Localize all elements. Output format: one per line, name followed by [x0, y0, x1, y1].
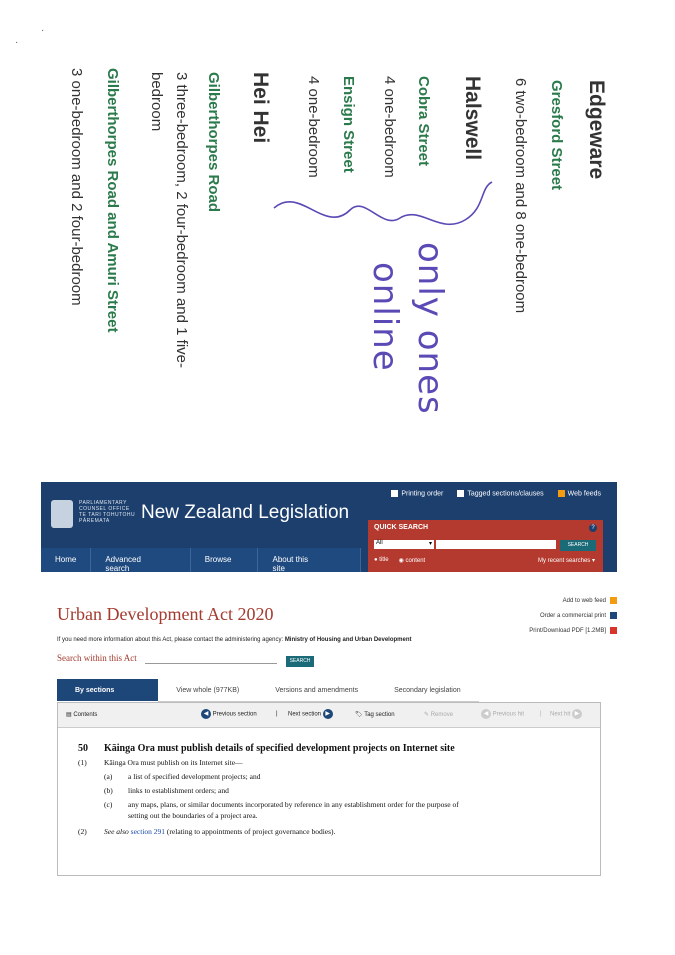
web-feeds-label: Web feeds: [567, 490, 601, 498]
printing-order-link[interactable]: [391, 490, 443, 497]
paragraph-c-text-1: any maps, plans, or similar documents incorporated by reference in any establishment order for the purpose of: [128, 800, 459, 809]
nav-home[interactable]: Home: [41, 548, 91, 572]
heading-heihei: Hei Hei: [249, 72, 272, 144]
next-section-button[interactable]: [288, 709, 333, 719]
agency-info: [57, 637, 412, 643]
download-pdf-link[interactable]: [529, 624, 617, 639]
contents-button[interactable]: ▤ Contents: [66, 712, 98, 718]
paragraph-b: [78, 785, 578, 796]
street-gilberthorpes-amuri: Gilberthorpes Road and Amuri Street: [104, 68, 121, 333]
paragraph-b-label: (b): [104, 786, 113, 795]
section-toolbar: [58, 703, 600, 728]
office-name-2: COUNSEL OFFICE: [79, 506, 130, 512]
subsection-2: [78, 826, 578, 837]
section-50: [78, 743, 578, 837]
nav-about[interactable]: About this site: [258, 548, 361, 572]
printed-list: [0, 0, 675, 470]
next-section-label: Next section: [288, 711, 322, 718]
tag-section-button[interactable]: 🏷 Tag section: [355, 712, 395, 718]
recent-searches-label: My recent searches: [537, 558, 591, 564]
see-also-text: See also: [104, 827, 129, 836]
rss-icon: [558, 490, 565, 497]
site-name[interactable]: New Zealand Legislation: [141, 502, 350, 523]
search-scope-value: All: [376, 540, 383, 546]
search-within-input[interactable]: [145, 663, 277, 664]
remove-label: Remove: [430, 712, 454, 718]
units-gresford: 6 two-bedroom and 8 one-bedroom: [512, 78, 529, 314]
street-gilberthorpes: Gilberthorpes Road: [205, 72, 222, 213]
previous-section-button[interactable]: [201, 709, 257, 719]
search-scope-select[interactable]: [374, 540, 434, 549]
section-291-link[interactable]: section 291: [130, 827, 166, 836]
section-number: 50: [78, 743, 88, 754]
printing-order-label: Printing order: [401, 490, 444, 498]
download-pdf-label: Print/Download PDF [1.2MB]: [529, 628, 606, 634]
tab-versions[interactable]: Versions and amendments: [257, 679, 376, 702]
street-ensign: Ensign Street: [340, 76, 357, 173]
units-gilberthorpes-b: bedroom: [148, 72, 165, 132]
add-web-feed-link[interactable]: [529, 594, 617, 609]
next-hit-label: Next hit: [550, 711, 571, 718]
option-content[interactable]: ◉ content: [398, 558, 426, 564]
subsection-1-label: (1): [78, 758, 87, 767]
paragraph-c: [78, 799, 578, 821]
quick-search-input[interactable]: [436, 540, 556, 549]
order-print-link[interactable]: [529, 609, 617, 624]
recent-searches[interactable]: My recent searches ▾: [537, 558, 595, 564]
chevron-down-icon: ▾: [428, 541, 432, 547]
option-title-label: title: [379, 557, 389, 563]
office-name-1: PARLIAMENTARY: [79, 500, 127, 506]
handwritten-note-line2: online: [365, 262, 405, 372]
office-name-3: TE TARI TOHUTOHU: [79, 512, 136, 518]
contents-label: Contents: [73, 712, 98, 718]
help-icon[interactable]: ?: [589, 524, 597, 532]
paragraph-a: [78, 771, 578, 782]
previous-section-label: Previous section: [212, 711, 257, 718]
paragraph-c-text-2: setting out the boundaries of a project area.: [128, 811, 258, 820]
print-icon: [610, 612, 617, 619]
paragraph-a-text: a list of specified development projects; and: [128, 772, 261, 781]
cart-icon: [391, 490, 398, 497]
act-links: [529, 594, 617, 639]
option-title[interactable]: ● title: [374, 557, 389, 563]
nav-advanced-search[interactable]: Advanced search: [91, 548, 190, 572]
top-links: [391, 490, 601, 497]
handwritten-note-line1: only ones: [410, 242, 450, 415]
units-ensign: 4 one-bedroom: [305, 76, 322, 178]
street-cobra: Cobra Street: [415, 76, 432, 167]
divider: |: [540, 711, 542, 717]
units-gilberthorpes-amuri: 3 one-bedroom and 2 four-bedroom: [68, 68, 85, 306]
units-gilberthorpes-a: 3 three-bedroom, 2 four-bedroom and 1 five-: [173, 72, 190, 368]
order-print-label: Order a commercial print: [539, 613, 606, 619]
legislation-screenshot: [41, 482, 617, 876]
tab-secondary[interactable]: Secondary legislation: [376, 679, 479, 702]
next-hit-button[interactable]: [550, 709, 582, 719]
option-content-label: content: [405, 558, 426, 564]
main-nav: [41, 548, 361, 572]
divider: |: [276, 711, 278, 717]
quick-search-panel: [368, 520, 603, 572]
tab-by-sections[interactable]: By sections: [57, 679, 158, 701]
quick-search-title: QUICK SEARCH: [374, 524, 429, 531]
office-name-4: PĀREMATA: [79, 518, 110, 524]
units-cobra: 4 one-bedroom: [381, 76, 398, 178]
web-feeds-link[interactable]: [558, 490, 601, 497]
tagged-sections-link[interactable]: [457, 490, 543, 497]
previous-hit-button[interactable]: [481, 709, 524, 719]
heading-edgeware: Edgeware: [585, 80, 608, 180]
subsection-2-label: (2): [78, 827, 87, 836]
remove-button[interactable]: ✎ Remove: [424, 712, 454, 718]
section-title: Kāinga Ora must publish details of specified development projects on Internet site: [104, 743, 455, 754]
arrow-left-icon: ◀: [201, 709, 211, 719]
arrow-right-icon: ▶: [572, 709, 582, 719]
handwritten-brace: [270, 180, 500, 270]
add-web-feed-label: Add to web feed: [562, 598, 606, 604]
speck: ·: [15, 37, 19, 48]
pdf-icon: [610, 627, 617, 634]
previous-hit-label: Previous hit: [492, 711, 525, 718]
quick-search-button[interactable]: SEARCH: [560, 540, 596, 551]
section-heading: [78, 743, 578, 754]
site-banner: [41, 482, 617, 572]
act-title: Urban Development Act 2020: [57, 604, 274, 624]
section-panel: [57, 702, 601, 876]
speck: ·: [41, 25, 45, 36]
tag-section-label: Tag section: [364, 712, 395, 718]
search-options: [374, 557, 425, 564]
subsection-1: [78, 757, 578, 768]
tag-icon: [457, 490, 464, 497]
tab-view-whole[interactable]: View whole (977KB): [158, 679, 257, 702]
nav-browse[interactable]: Browse: [191, 548, 259, 572]
office-name: [79, 500, 135, 524]
agency-info-text: If you need more information about this Act, please contact the administering agency:: [57, 637, 285, 643]
tagged-sections-label: Tagged sections/clauses: [467, 490, 544, 498]
search-within-label: Search within this Act: [57, 653, 137, 663]
arrow-right-icon: ▶: [323, 709, 333, 719]
street-gresford: Gresford Street: [548, 80, 565, 191]
subsection-2-text: (relating to appointments of project governance bodies).: [166, 827, 336, 836]
rss-icon: [610, 597, 617, 604]
paragraph-a-label: (a): [104, 772, 113, 781]
heading-halswell: Halswell: [461, 76, 484, 161]
agency-name: Ministry of Housing and Urban Development: [284, 637, 412, 643]
paragraph-c-label: (c): [104, 800, 113, 809]
act-tabs: [57, 679, 479, 701]
arrow-left-icon: ◀: [481, 709, 491, 719]
paragraph-b-text: links to establishment orders; and: [128, 786, 229, 795]
subsection-1-text: Kāinga Ora must publish on its Internet site—: [104, 758, 243, 767]
search-within-button[interactable]: SEARCH: [286, 656, 314, 667]
crest-icon: [51, 500, 73, 528]
